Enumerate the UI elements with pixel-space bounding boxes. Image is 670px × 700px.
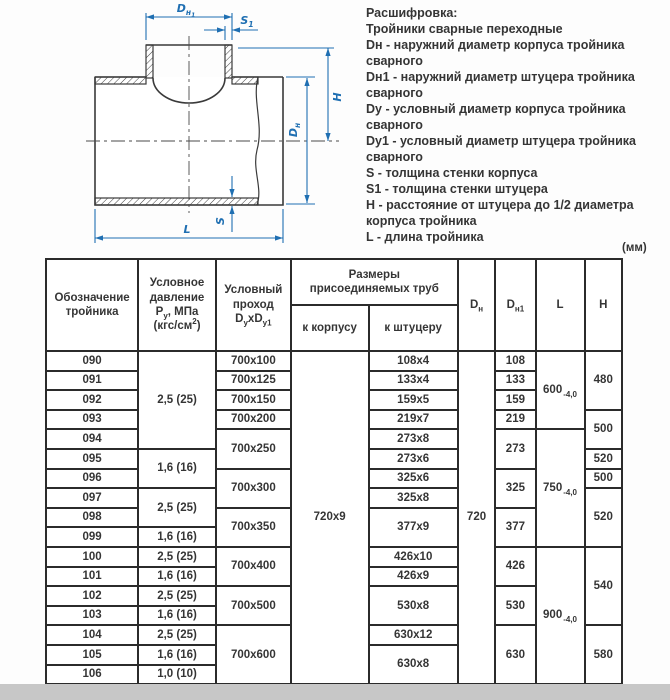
table-cell: 325x8 (369, 488, 458, 508)
table-cell: 2,5 (25) (138, 547, 216, 567)
table-cell: 700x300 (216, 469, 291, 508)
table-cell: 092 (46, 390, 138, 410)
table-cell: 1,6 (16) (138, 527, 216, 547)
col-header-to-stub: к штуцеру (369, 305, 458, 351)
wall-hatch-bottom (95, 198, 258, 205)
table-row (46, 351, 622, 371)
table-cell: 159 (495, 390, 535, 410)
table-cell: 700x100 (216, 351, 291, 371)
table-body (46, 351, 622, 684)
table-cell: 325x6 (369, 469, 458, 489)
table-cell: 159x5 (369, 390, 458, 410)
table-cell: 097 (46, 488, 138, 508)
table-cell: 100 (46, 547, 138, 567)
table-cell: 094 (46, 429, 138, 449)
legend-item: Dн1 - наружний диаметр штуцера тройника сварного (366, 70, 635, 100)
wall-hatch-top-left (95, 77, 146, 84)
legend-item: S1 - толщина стенки штуцера (366, 182, 548, 196)
col-header-passage: Условный проход $D_уxD_{у1}$ (216, 259, 291, 351)
table-cell: 520 (585, 488, 623, 547)
col-header-to-body: к корпусу (291, 305, 369, 351)
legend-item: S - толщина стенки корпуса (366, 166, 538, 180)
table-cell: 630x12 (369, 625, 458, 645)
table-cell: 700x125 (216, 371, 291, 391)
table-cell: 090 (46, 351, 138, 371)
table-cell: 108x4 (369, 351, 458, 371)
dim-label-h: H (331, 92, 344, 102)
table-cell: 133 (495, 371, 535, 391)
table-cell: 700x400 (216, 547, 291, 586)
table-cell: 325 (495, 469, 535, 508)
legend-item: Тройники сварные переходные (366, 22, 563, 36)
table-cell: 091 (46, 371, 138, 391)
table-cell: 219 (495, 410, 535, 430)
table-cell: 104 (46, 625, 138, 645)
table-cell: 700x500 (216, 586, 291, 625)
table-cell: 099 (46, 527, 138, 547)
dim-label-dn1: $D_н1$ (176, 2, 196, 19)
table-cell: 500 (585, 410, 623, 449)
table-cell: 1,6 (16) (138, 567, 216, 587)
table-cell: 426 (495, 547, 535, 586)
table-cell: 530x8 (369, 586, 458, 625)
col-header-h: H (585, 259, 623, 351)
table-cell: 720 (458, 351, 495, 684)
legend-item: Dу - условный диаметр корпуса тройника сварного (366, 102, 626, 132)
tolerance-value: -4,0 (563, 390, 578, 399)
legend-item: Dн - наружний диаметр корпуса тройника сварного (366, 38, 625, 68)
dimensions-table (45, 258, 623, 685)
col-header-pipes-group: Размеры присоединяемых труб (291, 259, 458, 305)
col-header-dn1: $D_{н1}$ (495, 259, 535, 351)
s1-arrows (217, 27, 240, 32)
table-cell: 093 (46, 410, 138, 430)
table-cell: 700x250 (216, 429, 291, 468)
col-header-designation: Обозначение тройника (46, 259, 138, 351)
table-cell: 2,5 (25) (138, 351, 216, 449)
col-header-l: L (536, 259, 585, 351)
table-cell: 700x150 (216, 390, 291, 410)
table-cell: 426x10 (369, 547, 458, 567)
table-cell: 098 (46, 508, 138, 528)
table-cell: 102 (46, 586, 138, 606)
table-cell: 720x9 (291, 351, 369, 684)
table-cell: 377x9 (369, 508, 458, 547)
tolerance-value: -4,0 (563, 615, 578, 625)
table-cell: 377 (495, 508, 535, 547)
legend-title: Расшифровка: (366, 6, 458, 20)
wall-hatch-branch-right (225, 45, 232, 78)
table-cell: 2,5 (25) (138, 625, 216, 645)
dim-label-l: L (183, 223, 191, 236)
table-cell: 103 (46, 606, 138, 626)
col-header-pressure: Условное давление $P_у$, МПа $(кгс/см^2)$ (138, 259, 216, 351)
wall-hatch-top-right (232, 77, 258, 84)
bottom-bar (0, 684, 670, 700)
table-cell: 106 (46, 665, 138, 685)
table-cell: 273x6 (369, 449, 458, 469)
table-cell: 1,0 (10) (138, 665, 216, 685)
table-cell: 1,6 (16) (138, 645, 216, 665)
dim-label-s: S (214, 217, 227, 225)
wall-hatch-branch-left (146, 45, 153, 78)
table-cell: 480 (585, 351, 623, 410)
table-cell: 219x7 (369, 410, 458, 430)
table-header (46, 259, 622, 351)
table-cell: 108 (495, 351, 535, 371)
table-cell: 700x600 (216, 625, 291, 684)
table-wrapper (45, 258, 623, 685)
dim-label-dn: $D_н$ (287, 122, 302, 138)
table-cell: 096 (46, 469, 138, 489)
table-cell: 700x200 (216, 410, 291, 430)
table-cell: 580 (585, 625, 623, 684)
table-cell: 2,5 (25) (138, 488, 216, 527)
table-cell: 500 (585, 469, 623, 489)
table-cell: 105 (46, 645, 138, 665)
units-note: (мм) (622, 242, 647, 254)
legend-item: Dу1 - условный диаметр штуцера тройника сварного (366, 134, 636, 164)
table-cell: 1,6 (16) (138, 606, 216, 626)
legend-item: L - длина тройника (366, 230, 484, 244)
col-header-dn: $D_н$ (458, 259, 495, 351)
table-cell: 520 (585, 449, 623, 469)
table-cell: 101 (46, 567, 138, 587)
table-cell: 700x350 (216, 508, 291, 547)
table-cell: 540 (585, 547, 623, 625)
table-cell: 2,5 (25) (138, 586, 216, 606)
table-cell: 1,6 (16) (138, 449, 216, 488)
table-cell: $900_{-4,0}$ (536, 547, 585, 684)
table-cell: 273 (495, 429, 535, 468)
table-cell: 133x4 (369, 371, 458, 391)
table-cell: 273x8 (369, 429, 458, 449)
table-cell: $750_{-4,0}$ (536, 429, 585, 547)
table-cell: 630 (495, 625, 535, 684)
dim-label-s1: $S_1$ (240, 14, 254, 29)
legend-items (366, 21, 666, 245)
table-cell: 426x9 (369, 567, 458, 587)
dimension-dn (286, 77, 315, 204)
tolerance-value: -4,0 (563, 487, 578, 497)
table-cell: 095 (46, 449, 138, 469)
table-cell: $600_{-4,0}$ (536, 351, 585, 429)
table-cell: 530 (495, 586, 535, 625)
legend (366, 5, 666, 245)
dimension-dn1 (146, 13, 232, 40)
tee-diagram (0, 0, 365, 252)
legend-item: H - расстояние от штуцера до 1/2 диаметра корпуса тройника (366, 198, 634, 228)
table-cell: 630x8 (369, 645, 458, 684)
